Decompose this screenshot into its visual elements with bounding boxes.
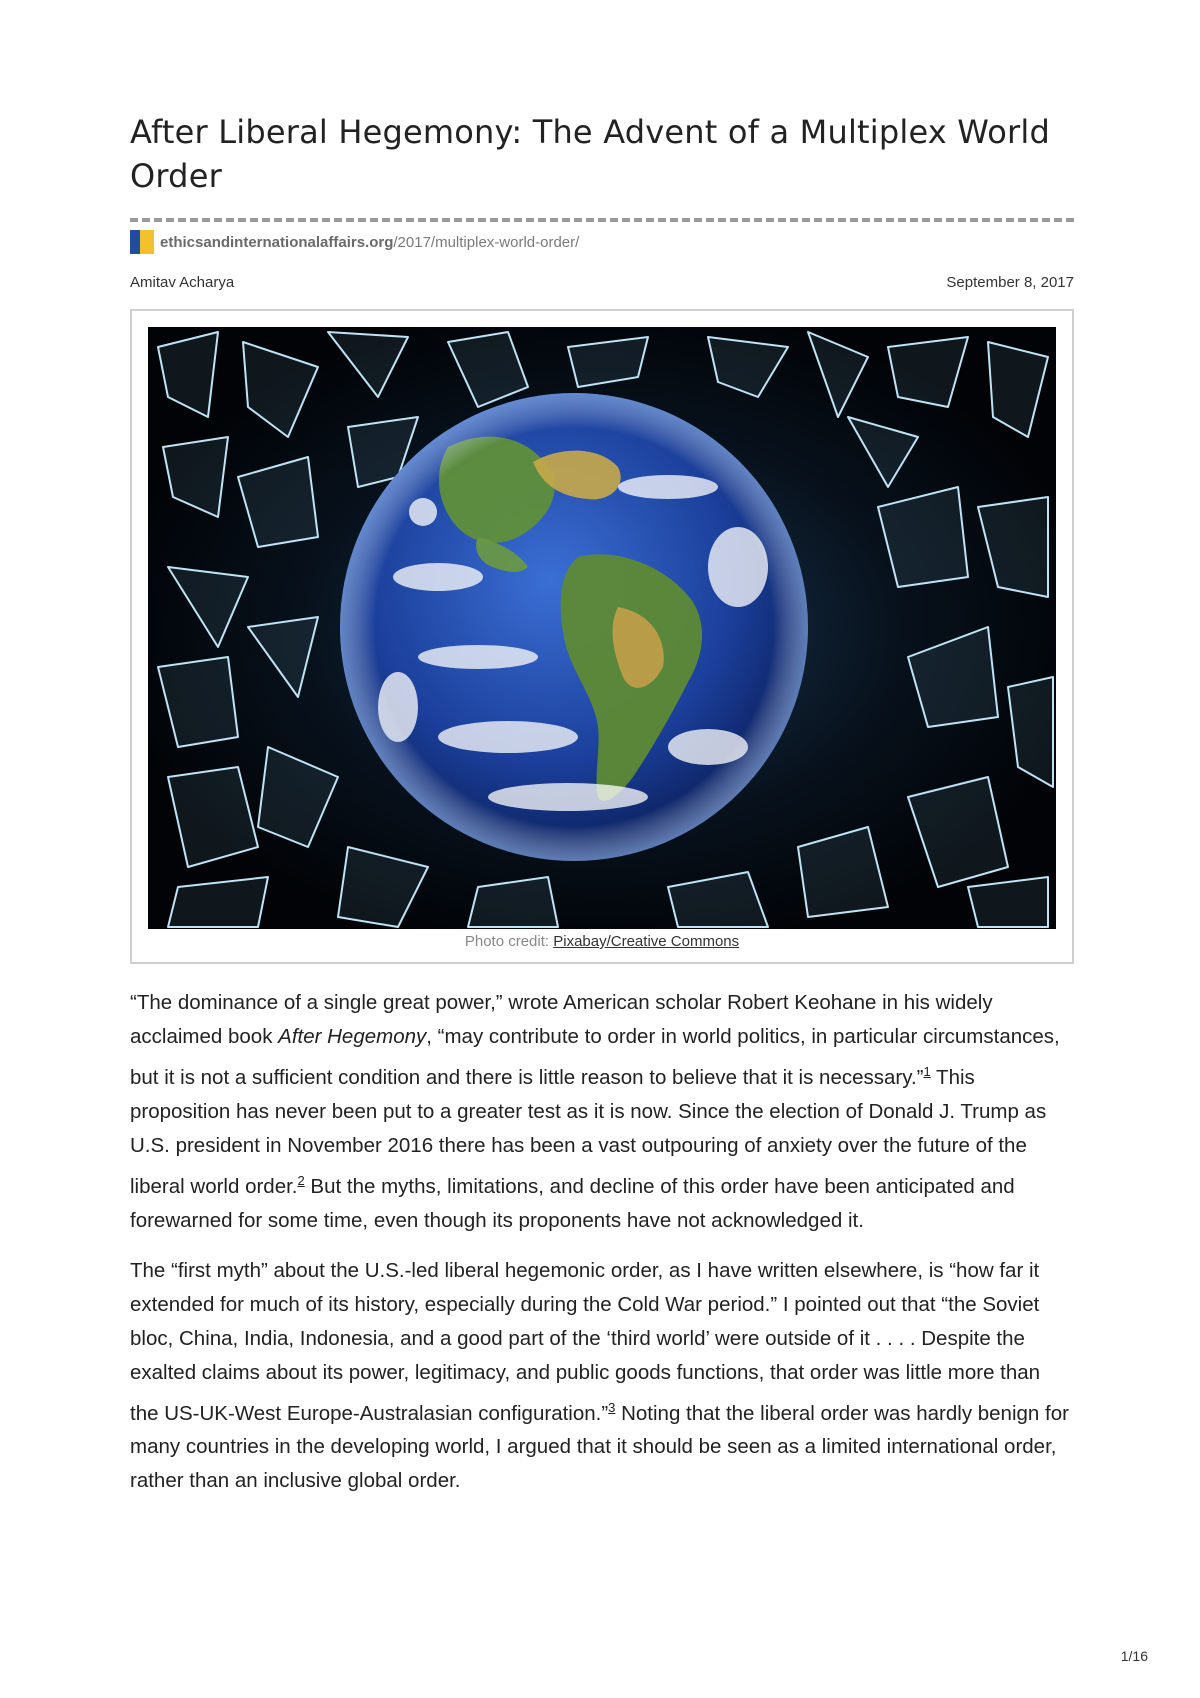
image-caption <box>148 933 1056 950</box>
publish-date: September 8, 2017 <box>946 274 1074 291</box>
caption-credit-link[interactable]: Pixabay/Creative Commons <box>553 933 740 950</box>
featured-image <box>148 327 1056 929</box>
author-name: Amitav Acharya <box>130 274 235 291</box>
source-path[interactable]: /2017/multiplex-world-order/ <box>393 233 580 251</box>
footnote-link-3[interactable]: 3 <box>608 1399 616 1415</box>
earth-globe <box>340 393 808 861</box>
article-meta <box>130 274 1074 291</box>
article-title: After Liberal Hegemony: The Advent of a Multiplex World Order <box>130 113 1051 195</box>
site-favicon-icon <box>130 230 154 254</box>
paragraph-1: “The dominance of a single great power,” wrote American scholar Robert Keohane in his widely acclaimed book After Hegemony, “may contribute to order in world politics, in particular circumstances, but it is not a sufficient condition and there is little reason to believe that it is necessary.”$^1$ This proposition has never been put to a greater test as it is now. Since the election of Donald J. Trump as U.S. president in November 2016 there has been a vast outpouring of anxiety over the future of the liberal world order.$^2$ But the myths, limitations, and decline of this order have been anticipated and forewarned for some time, even though its proponents have not acknowledged it. <box>130 991 1060 1232</box>
footnote-link-2[interactable]: 2 <box>297 1172 305 1188</box>
paragraph-2: The “first myth” about the U.S.-led liberal hegemonic order, as I have written elsewhere, is “how far it extended for much of its history, especially during the Cold War period.” I pointed out that “the Soviet bloc, China, India, Indonesia, and a good part of the ‘third world’ were outside of it . . . . Despite the exalted claims about its power, legitimacy, and public goods functions, that order was little more than the US-UK-West Europe-Australasian configuration.”$^3$ Noting that the liberal order was hardly benign for many countries in the developing world, I argued that it should be seen as a limited international order, rather than an inclusive global order. <box>130 1258 1069 1493</box>
footnote-link-1[interactable]: 1 <box>923 1064 931 1079</box>
page-number: 1/16 <box>1120 1648 1148 1664</box>
title-divider <box>130 218 1074 222</box>
source-link[interactable] <box>130 230 1074 254</box>
source-domain[interactable]: ethicsandinternationalaffairs.org <box>160 233 394 251</box>
article <box>130 110 1074 1514</box>
featured-figure <box>130 309 1074 964</box>
caption-prefix: Photo credit: <box>464 933 554 950</box>
book-title: After Hegemony <box>278 1025 427 1048</box>
article-body <box>130 986 1074 1498</box>
